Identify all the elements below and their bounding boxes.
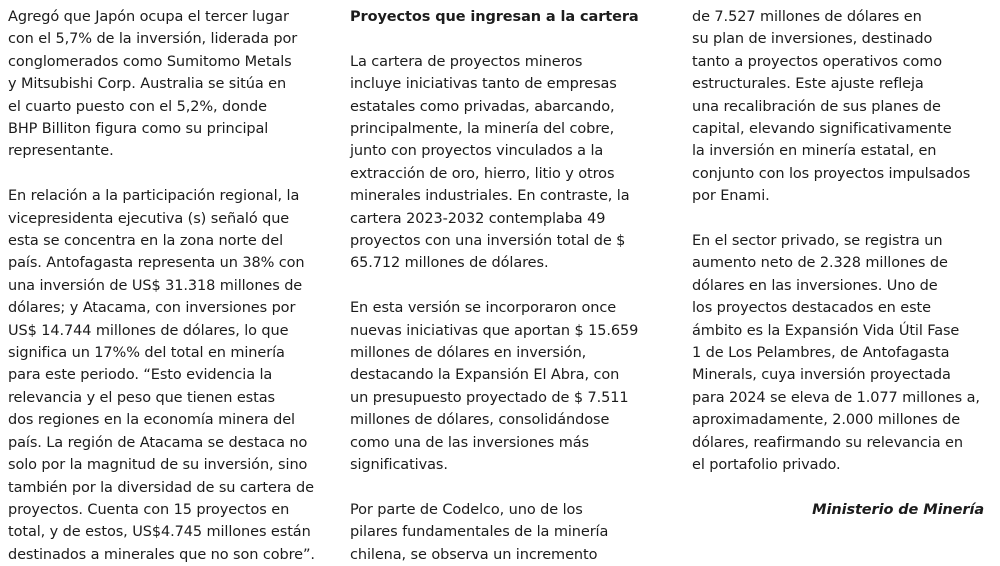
- text-line: estatales como privadas, abarcando,: [350, 98, 615, 115]
- text-line: US$ 14.744 millones de dólares, lo que: [8, 322, 289, 339]
- text-line: ámbito es la Expansión Vida Útil Fase: [692, 322, 960, 339]
- text-line: La cartera de proyectos mineros: [350, 53, 583, 70]
- text-line: proyectos con una inversión total de $: [350, 233, 626, 250]
- text-line: representante.: [8, 143, 114, 160]
- text-line: Minerals, cuya inversión proyectada: [692, 367, 951, 384]
- text-line: relevancia y el peso que tienen estas: [8, 389, 275, 406]
- text-line: aproximadamente, 2.000 millones de: [692, 412, 961, 429]
- text-line: una inversión de US$ 31.318 millones de: [8, 277, 303, 294]
- text-line: aumento neto de 2.328 millones de: [692, 255, 948, 272]
- text-line: una recalibración de sus planes de: [692, 98, 941, 115]
- text-line: Agregó que Japón ocupa el tercer lugar: [8, 9, 289, 25]
- text-line: Por parte de Codelco, uno de los: [350, 501, 583, 518]
- text-line: millones de dólares, consolidándose: [350, 412, 610, 429]
- text-line: su plan de inversiones, destinado: [692, 31, 933, 48]
- text-line: destinados a minerales que no son cobre”.: [8, 546, 315, 563]
- text-line: país. La región de Atacama se destaca no: [8, 434, 308, 451]
- paragraph: [8, 185, 338, 566]
- text-line: nuevas iniciativas que aportan $ 15.659: [350, 322, 639, 339]
- text-line: 65.712 millones de dólares.: [350, 255, 549, 272]
- text-line: tanto a proyectos operativos como: [692, 53, 943, 70]
- paragraph: [350, 297, 680, 476]
- text-line: destacando la Expansión El Abra, con: [350, 367, 620, 384]
- text-line: En esta versión se incorporaron once: [350, 300, 617, 317]
- text-line: el portafolio privado.: [692, 457, 841, 474]
- signature: Ministerio de Minería: [812, 501, 984, 518]
- text-line: el cuarto puesto con el 5,2%, donde: [8, 98, 267, 115]
- paragraph: [350, 51, 680, 275]
- text-line: con el 5,7% de la inversión, liderada por: [8, 31, 298, 48]
- paragraph: [692, 230, 992, 476]
- text-line: extracción de oro, hierro, litio y otros: [350, 165, 615, 182]
- text-line: dos regiones en la economía minera del: [8, 412, 295, 429]
- text-line: BHP Billiton figura como su principal: [8, 121, 269, 138]
- text-line: incluye iniciativas tanto de empresas: [350, 76, 617, 93]
- text-line: para 2024 se eleva de 1.077 millones a,: [692, 389, 980, 406]
- text-line: estructurales. Este ajuste refleja: [692, 76, 924, 93]
- text-line: vicepresidenta ejecutiva (s) señaló que: [8, 210, 290, 227]
- paragraph: [8, 6, 338, 163]
- text-line: también por la diversidad de su cartera de: [8, 479, 314, 496]
- text-line: significa un 17%% del total en minería: [8, 345, 285, 362]
- text-line: solo por la magnitud de su inversión, sino: [8, 457, 308, 474]
- text-line: principalmente, la minería del cobre,: [350, 121, 615, 138]
- text-line: los proyectos destacados en este: [692, 300, 931, 317]
- text-line: minerales industriales. En contraste, la: [350, 188, 630, 205]
- text-line: capital, elevando significativamente: [692, 121, 952, 138]
- column-1: [8, 6, 338, 566]
- text-line: millones de dólares en inversión,: [350, 345, 587, 362]
- text-line: de 7.527 millones de dólares en: [692, 9, 922, 25]
- text-line: total, y de estos, US$4.745 millones están: [8, 524, 311, 541]
- text-line: país. Antofagasta representa un 38% con: [8, 255, 305, 272]
- text-line: 1 de Los Pelambres, de Antofagasta: [692, 345, 950, 362]
- text-line: un presupuesto proyectado de $ 7.511: [350, 389, 629, 406]
- paragraph: [692, 6, 992, 208]
- text-line: proyectos. Cuenta con 15 proyectos en: [8, 501, 290, 518]
- text-line: como una de las inversiones más: [350, 434, 590, 451]
- text-line: En el sector privado, se registra un: [692, 233, 943, 250]
- column-2: [350, 6, 680, 566]
- text-line: dólares en las inversiones. Uno de: [692, 277, 938, 294]
- text-line: esta se concentra en la zona norte del: [8, 233, 283, 250]
- text-line: dólares, reafirmando su relevancia en: [692, 434, 963, 451]
- text-line: conjunto con los proyectos impulsados: [692, 165, 971, 182]
- text-line: pilares fundamentales de la minería: [350, 524, 609, 541]
- text-line: En relación a la participación regional, la: [8, 188, 300, 205]
- text-line: significativas.: [350, 457, 448, 474]
- text-line: por Enami.: [692, 188, 770, 205]
- section-heading: Proyectos que ingresan a la cartera: [350, 9, 639, 25]
- text-line: y Mitsubishi Corp. Australia se sitúa en: [8, 76, 287, 93]
- text-line: para este periodo. “Esto evidencia la: [8, 367, 273, 384]
- paragraph: [350, 499, 680, 566]
- text-line: conglomerados como Sumitomo Metals: [8, 53, 292, 70]
- text-line: la inversión en minería estatal, en: [692, 143, 937, 160]
- text-line: junto con proyectos vinculados a la: [350, 143, 604, 160]
- text-line: chilena, se observa un incremento: [350, 546, 598, 563]
- column-3: [692, 6, 992, 521]
- text-line: cartera 2023-2032 contemplaba 49: [350, 210, 606, 227]
- text-line: dólares; y Atacama, con inversiones por: [8, 300, 296, 317]
